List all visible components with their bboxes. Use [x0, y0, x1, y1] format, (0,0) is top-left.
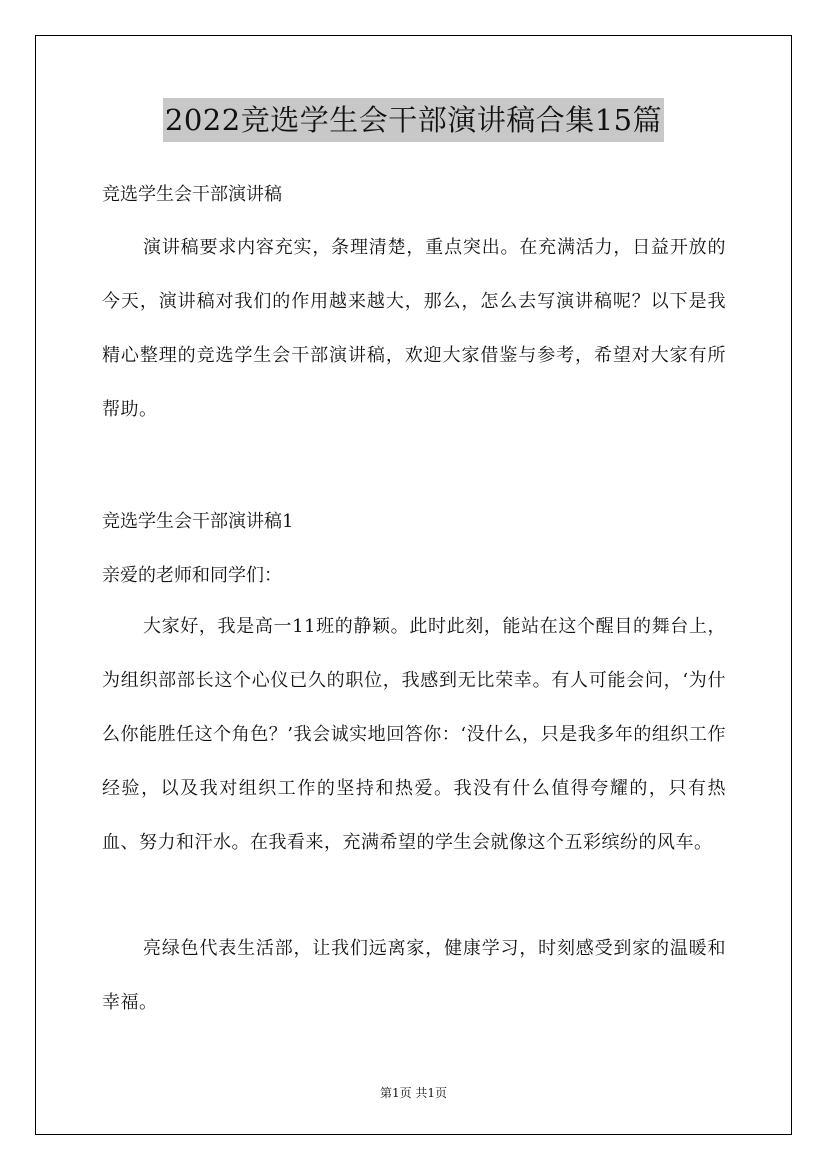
document-title-text: 2022竞选学生会干部演讲稿合集15篇 — [163, 98, 664, 142]
speech-paragraph-1: 大家好，我是高一11班的静颖。此时此刻，能站在这个醒目的舞台上，为组织部部长这个心仪已久的职位，我感到无比荣幸。有人可能会问，‘为什么你能胜任这个角色？’我会诚实地回答你：‘没什么，只是我多年的组织工作经验，以及我对组织工作的坚持和热爱。我没有什么值得夸耀的，只有热血、努力和汗水。在我看来，充满希望的学生会就像这个五彩缤纷的风车。 — [102, 616, 726, 853]
section-heading: 竞选学生会干部演讲稿1 — [102, 511, 294, 532]
intro-paragraph: 演讲稿要求内容充实，条理清楚，重点突出。在充满活力，日益开放的今天，演讲稿对我们的作用越来越大，那么，怎么去写演讲稿呢？以下是我精心整理的竞选学生会干部演讲稿，欢迎大家借鉴与参考，希望对大家有所帮助。 — [102, 237, 726, 420]
greeting: 亲爱的老师和同学们： — [102, 565, 282, 586]
page-footer: 第1页 共1页 — [379, 1086, 448, 1100]
document-title — [0, 98, 827, 142]
speech-paragraph-2: 亮绿色代表生活部，让我们远离家，健康学习，时刻感受到家的温暖和幸福。 — [102, 938, 726, 1013]
intro-heading: 竞选学生会干部演讲稿 — [102, 184, 282, 205]
